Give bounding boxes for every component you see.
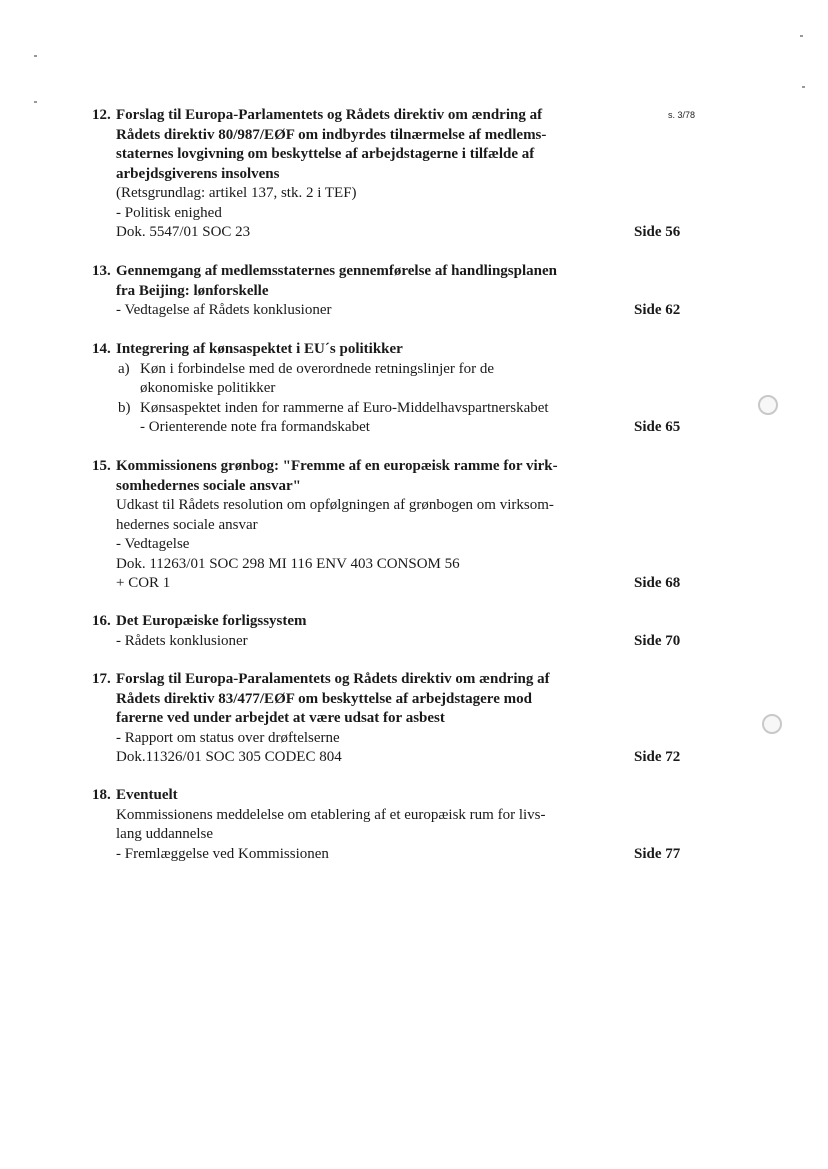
item-line: Kønsaspektet inden for rammerne af Euro-Middelhavspartnerskabet (140, 399, 549, 416)
page-reference: Side 77 (634, 845, 681, 862)
page-reference: Side 68 (634, 575, 681, 591)
binder-hole-icon (762, 714, 782, 734)
page-reference: Side 56 (634, 224, 681, 240)
agenda-item (92, 340, 702, 438)
sub-item-label: b) (118, 399, 131, 416)
item-line: hedernes sociale ansvar (116, 516, 258, 533)
item-line: Eventuelt (116, 787, 178, 803)
item-line: staternes lovgivning om beskyttelse af arbejdstagerne i tilfælde af (116, 146, 535, 162)
item-line: fra Beijing: lønforskelle (116, 282, 269, 299)
item-number: 13. (92, 263, 111, 279)
scan-speck (800, 35, 803, 37)
item-line: Integrering af kønsaspektet i EU´s politikker (116, 341, 403, 357)
page-reference: Side 70 (634, 632, 681, 649)
item-line: Forslag til Europa-Paralamentets og Rådets direktiv om ændring af (116, 671, 550, 687)
page-reference: Side 72 (634, 749, 681, 765)
item-line: Kommissionens meddelelse om etablering af et europæisk rum for livs- (116, 806, 546, 823)
sub-item-label: a) (118, 360, 130, 377)
item-line: - Rapport om status over drøftelserne (116, 729, 340, 746)
agenda-item (92, 457, 702, 594)
item-line: Forslag til Europa-Parlamentets og Rådets direktiv om ændring af (116, 107, 543, 123)
item-line: Gennemgang af medlemsstaternes gennemførelse af handlingsplanen (116, 263, 557, 279)
agenda-item (92, 612, 702, 651)
item-line: + COR 1 (116, 575, 171, 591)
scan-speck (802, 86, 805, 88)
item-number: 15. (92, 458, 111, 474)
item-line: Dok. 5547/01 SOC 23 (116, 224, 251, 240)
item-line: (Retsgrundlag: artikel 137, stk. 2 i TEF) (116, 185, 357, 201)
scan-speck (34, 55, 37, 57)
item-line: Rådets direktiv 80/987/EØF om indbyrdes tilnærmelse af medlems- (116, 126, 547, 143)
page-number: s. 3/78 (668, 110, 696, 120)
item-line: Dok. 11263/01 SOC 298 MI 116 ENV 403 CONSOM 56 (116, 555, 460, 572)
item-line: økonomiske politikker (140, 380, 276, 396)
item-number: 16. (92, 613, 111, 629)
item-line: - Orienterende note fra formandskabet (140, 419, 370, 435)
item-line: - Vedtagelse af Rådets konklusioner (116, 302, 332, 318)
item-number: 18. (92, 787, 111, 803)
item-line: - Fremlæggelse ved Kommissionen (116, 845, 329, 862)
agenda-item (92, 106, 702, 243)
item-number: 17. (92, 671, 111, 687)
binder-hole-icon (758, 395, 778, 415)
item-line: lang uddannelse (116, 826, 214, 842)
item-line: Rådets direktiv 83/477/EØF om beskyttelse af arbejdstagere mod (116, 690, 532, 707)
item-line: somhedernes sociale ansvar" (116, 477, 301, 494)
item-line: - Vedtagelse (116, 536, 190, 552)
agenda-item (92, 262, 702, 321)
item-line: Udkast til Rådets resolution om opfølgningen af grønbogen om virksom- (116, 497, 554, 513)
item-line: Køn i forbindelse med de overordnede retningslinjer for de (140, 360, 495, 377)
item-line: - Politisk enighed (116, 204, 222, 221)
item-line: - Rådets konklusioner (116, 632, 248, 649)
item-number: 12. (92, 107, 111, 123)
page-reference: Side 65 (634, 419, 681, 435)
agenda-item (92, 786, 702, 864)
item-line: Dok.11326/01 SOC 305 CODEC 804 (116, 749, 342, 765)
item-line: farerne ved under arbejdet at være udsat for asbest (116, 710, 445, 726)
agenda-item (92, 670, 702, 768)
item-line: arbejdsgiverens insolvens (116, 165, 280, 182)
item-number: 14. (92, 341, 111, 357)
item-line: Kommissionens grønbog: "Fremme af en europæisk ramme for virk- (116, 458, 558, 474)
page-reference: Side 62 (634, 302, 681, 318)
scan-speck (34, 101, 37, 103)
item-line: Det Europæiske forligssystem (116, 613, 307, 629)
